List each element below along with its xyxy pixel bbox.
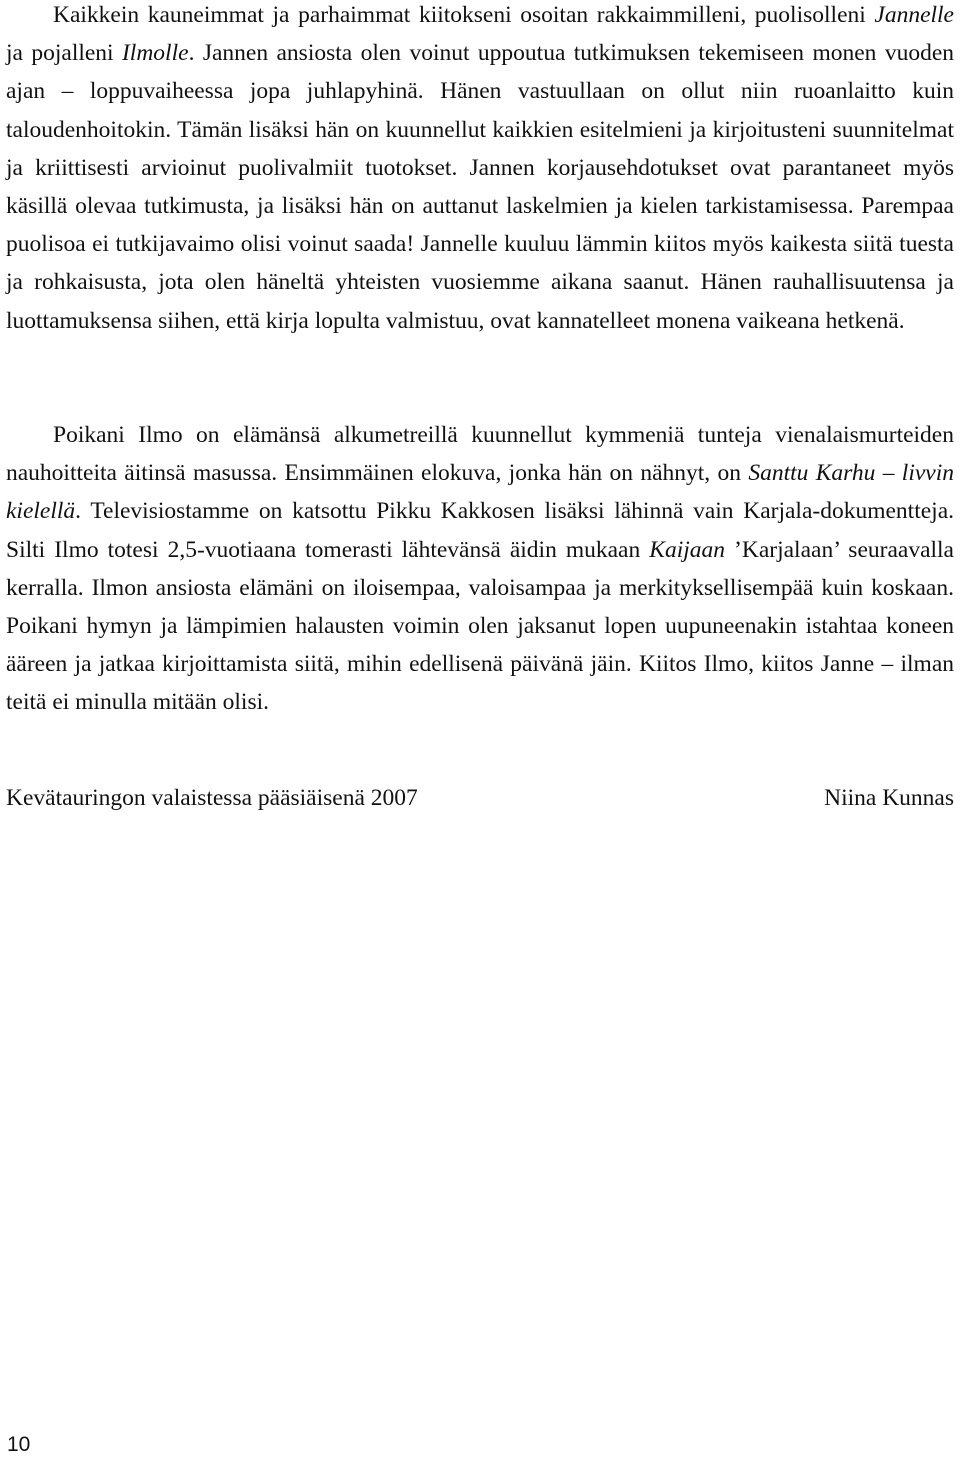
signoff (6, 779, 954, 817)
name-ilmo: Ilmolle (121, 40, 189, 67)
acknowledgement-paragraph-2 (6, 416, 954, 722)
paragraph-text: Poikani Ilmo on elämänsä alkumetreillä kuunnellut kymmeniä tunteja vienalaismurteiden nauhoitteita äitinsä masussa. Ensimmäinen elokuva, jonka hän on nähnyt, on (6, 422, 954, 487)
name-janne: Jannelle (874, 2, 954, 28)
paragraph-text: Kaikkein kauneimmat ja parhaimmat kiitokseni osoitan rakkaimmilleni, puolisolleni (53, 2, 875, 28)
page-number: 10 (7, 1433, 31, 1456)
film-title: Santtu Karhu – livvin kielellä (6, 460, 954, 525)
word-kaijaan: Kaijaan (649, 536, 726, 563)
paragraph-text: . Televisiostamme on katsottu Pikku Kakkosen lisäksi lähinnä vain Karjala-dokumentteja. Silti Ilmo totesi 2,5-vuotiaana tomerasti lähtevänsä äidin mukaan (6, 498, 954, 563)
signoff-place-date: Kevätauringon valaistessa pääsiäisenä 2007 (6, 785, 418, 811)
paragraph-text: . Jannen ansiosta olen voinut uppoutua tutkimuksen tekemiseen monen vuoden ajan – loppuvaiheessa jopa juhlapyhinä. Hänen vastuullaan on ollut niin ruoanlaitto kuin taloudenhoitokin. Tämän lisäksi hän on kuunnellut kaikkien esitelmieni ja kirjoitusteni suunnitelmat ja kriittisesti arvioinut puolivalmiit tuotokset. Jannen korjausehdotukset ovat parantaneet myös käsillä olevaa tutkimusta, ja lisäksi hän on auttanut laskelmien ja kielen tarkistamisessa. Parempaa puolisoa ei tutkijavaimo olisi voinut saada! Jannelle kuuluu lämmin kiitos myös kaikesta siitä tuesta ja rohkaisusta, jota olen häneltä yhteisten vuosiemme aikana saanut. Hänen rauhallisuutensa ja luottamuksensa siihen, että kirja lopulta valmistuu, ovat kannatelleet monena vaikeana hetkenä. (6, 40, 954, 334)
paragraph-text: ja pojalleni (6, 40, 122, 67)
paragraph-text: ’Karjalaan’ seuraavalla kerralla. Ilmon ansiosta elämäni on iloisempaa, valoisampaa ja merkityksellisempää kuin koskaan. Poikani hymyn ja lämpimien halausten voimin olen jaksanut lopen uupuneenakin istahtaa koneen ääreen ja jatkaa kirjoittamista siitä, mihin edellisenä päivänä jäin. Kiitos Ilmo, kiitos Janne – ilman teitä ei minulla mitään olisi. (6, 536, 954, 716)
signoff-author: Niina Kunnas (824, 785, 954, 811)
acknowledgement-paragraph-1 (6, 0, 954, 340)
